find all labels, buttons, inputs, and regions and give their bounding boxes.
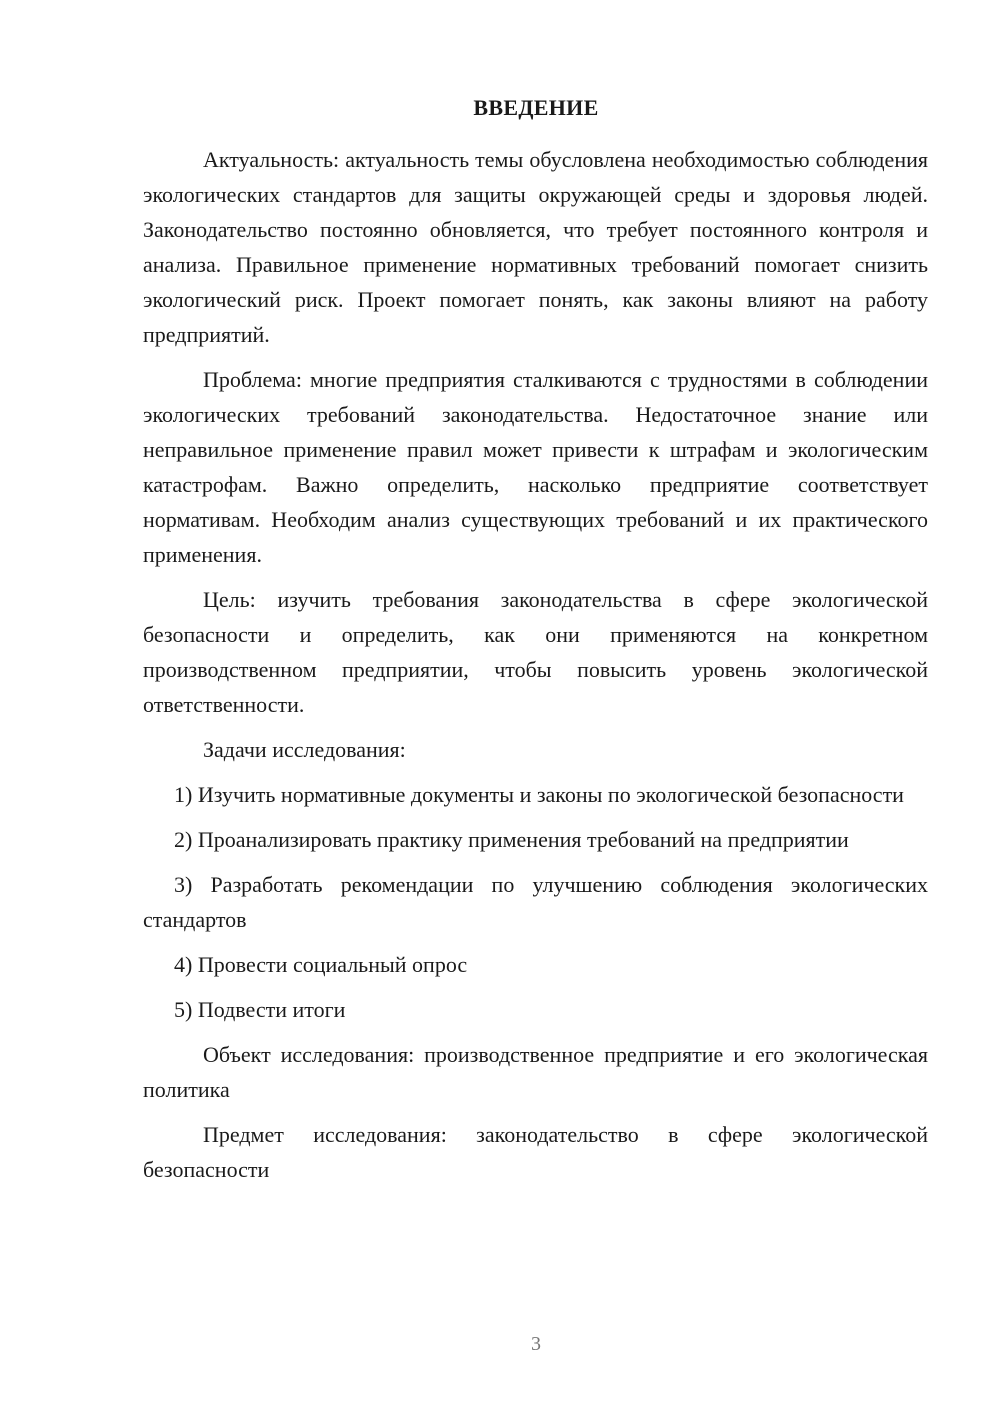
section-heading: ВВЕДЕНИЕ [473, 95, 599, 120]
tasks-title: Задачи исследования: [203, 737, 406, 762]
object-paragraph: Объект исследования: производственное предприятие и его экологическая политика [143, 1042, 928, 1102]
relevance-paragraph: Актуальность: актуальность темы обусловлена необходимостью соблюдения экологических стандартов для защиты окружающей среды и здоровья людей. Законодательство постоянно обновляется, что требует постоянного контроля и анализа. Правильное применение нормативных требований помогает снизить экологический риск. Проект помогает понять, как законы влияют на работу предприятий. [143, 147, 928, 347]
task-item-2: 2) Проанализировать практику применения требований на предприятии [174, 827, 849, 852]
subject-paragraph: Предмет исследования: законодательство в сфере экологической безопасности [143, 1122, 928, 1182]
task-item-1: 1) Изучить нормативные документы и законы по экологической безопасности [174, 782, 904, 807]
document-body [143, 142, 928, 1197]
task-item-5: 5) Подвести итоги [174, 997, 346, 1022]
task-item-4: 4) Провести социальный опрос [174, 952, 468, 977]
task-item-3: 3) Разработать рекомендации по улучшению соблюдения экологических стандартов [143, 872, 928, 932]
page-number: 3 [531, 1333, 541, 1355]
goal-paragraph: Цель: изучить требования законодательства в сфере экологической безопасности и определить, как они применяются на конкретном производственном предприятии, чтобы повысить уровень экологической ответственности. [143, 587, 928, 717]
problem-paragraph: Проблема: многие предприятия сталкиваются с трудностями в соблюдении экологических требований законодательства. Недостаточное знание или неправильное применение правил может привести к штрафам и экологическим катастрофам. Важно определить, насколько предприятие соответствует нормативам. Необходим анализ существующих требований и их практического применения. [143, 367, 928, 567]
